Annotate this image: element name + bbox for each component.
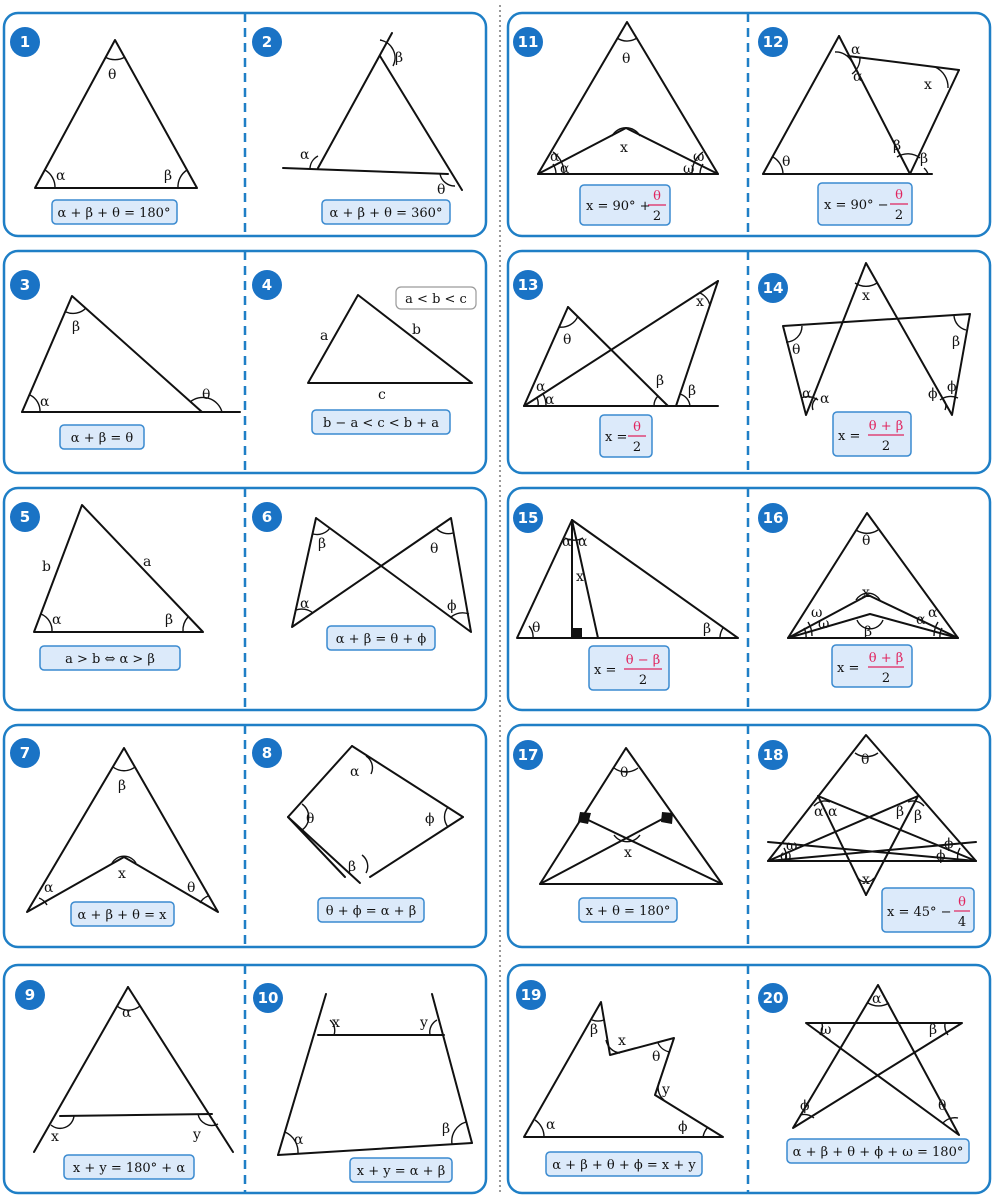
p15-theta: θ: [532, 620, 541, 636]
p16-theta: θ: [862, 533, 871, 549]
p14-phi-2: ϕ: [947, 379, 957, 395]
p18-alpha-2: α: [828, 804, 838, 820]
p20-theta: θ: [938, 1098, 947, 1114]
p13-frac-den: 2: [632, 440, 642, 455]
badge-6: [252, 502, 282, 532]
p8-alpha: α: [350, 764, 360, 780]
p12-alpha-2: α: [853, 69, 863, 85]
badge-2-text: 2: [261, 33, 273, 51]
p1-alpha: α: [56, 168, 66, 184]
p10-beta: β: [442, 1121, 451, 1137]
p18-theta: θ: [861, 752, 870, 768]
p9-alpha: α: [122, 1005, 132, 1021]
badge-1-text: 1: [19, 33, 31, 51]
badge-17-text: 17: [517, 746, 539, 764]
p12-frac-den: 2: [894, 208, 904, 223]
p19-formula: α + β + θ + ϕ = x + y: [552, 1158, 696, 1173]
p2-beta: β: [395, 50, 404, 66]
p6-theta: θ: [430, 541, 439, 557]
p5-alpha: α: [52, 612, 62, 628]
p15-x: x: [576, 569, 584, 585]
badge-10-text: 10: [257, 989, 279, 1007]
badge-13-text: 13: [517, 276, 539, 294]
row-3-right-box: [508, 488, 990, 710]
badge-12: [758, 27, 788, 57]
badge-2: [252, 27, 282, 57]
p16-omega-1: ω: [811, 605, 823, 621]
p18-omega-1: ω: [786, 838, 798, 854]
p17-formula: x + θ = 180°: [585, 904, 671, 919]
badge-1: [10, 27, 40, 57]
p15-formula-lhs: x =: [594, 663, 617, 678]
p4-condition: a < b < c: [405, 292, 467, 307]
p20-beta: β: [929, 1022, 938, 1038]
p5-b: b: [42, 559, 51, 575]
p13-alpha-2: α: [545, 392, 555, 408]
p9-y: y: [193, 1127, 201, 1143]
p13-theta: θ: [563, 332, 572, 348]
badge-3: [10, 270, 40, 300]
p13-formula-lhs: x =: [605, 430, 628, 445]
p11-formula-lhs: x = 90° +: [586, 199, 651, 214]
badge-14: [758, 273, 788, 303]
p4-c: c: [378, 387, 386, 403]
badge-18: [758, 740, 788, 770]
p14-frac-den: 2: [881, 439, 891, 454]
p18-frac-num: θ: [958, 895, 966, 910]
p12-beta-2: β: [920, 151, 929, 167]
badge-8-text: 8: [261, 744, 273, 762]
p13-beta-2: β: [688, 383, 697, 399]
p11-frac-den: 2: [652, 209, 662, 224]
p8-beta: β: [348, 859, 357, 875]
p11-frac-num: θ: [653, 189, 661, 204]
p19-beta: β: [590, 1022, 599, 1038]
p12-x: x: [924, 77, 932, 93]
badge-7-text: 7: [19, 744, 31, 762]
p12-beta-1: β: [893, 138, 902, 154]
badge-6-text: 6: [261, 508, 273, 526]
p11-theta: θ: [622, 51, 631, 67]
p14-x: x: [862, 288, 870, 304]
p18-formula-lhs: x = 45° −: [887, 905, 952, 920]
p13-frac-num: θ: [633, 420, 641, 435]
p18-x: x: [862, 872, 870, 888]
p16-beta: β: [864, 624, 873, 640]
p12-alpha-1: α: [851, 42, 861, 58]
p18-beta-2: β: [914, 808, 923, 824]
badge-5: [10, 502, 40, 532]
p16-x: x: [862, 585, 870, 601]
p7-x: x: [118, 866, 126, 882]
badge-20-text: 20: [762, 989, 784, 1007]
badge-15: [513, 503, 543, 533]
badge-15-text: 15: [517, 509, 539, 527]
p6-beta: β: [318, 536, 327, 552]
badge-12-text: 12: [762, 33, 784, 51]
badge-9-text: 9: [24, 986, 36, 1004]
badge-16-text: 16: [762, 509, 784, 527]
p19-theta: θ: [652, 1049, 661, 1065]
p7-formula: α + β + θ = x: [77, 908, 167, 923]
p20-alpha: α: [872, 991, 882, 1007]
p5-formula: a > b ⇔ α > β: [65, 652, 155, 667]
p15-alpha-2: α: [578, 534, 588, 550]
badge-20: [758, 983, 788, 1013]
p16-omega-2: ω: [818, 616, 830, 632]
p18-alpha-1: α: [814, 804, 824, 820]
p14-alpha-1: α: [802, 386, 812, 402]
badge-9: [15, 980, 45, 1010]
p15-frac-den: 2: [638, 673, 648, 688]
p2-alpha: α: [300, 147, 310, 163]
p12-frac-num: θ: [895, 188, 903, 203]
p3-alpha: α: [40, 394, 50, 410]
p1-formula: α + β + θ = 180°: [57, 206, 171, 221]
p5-a: a: [143, 554, 152, 570]
p9-x: x: [51, 1129, 59, 1145]
p2-formula: α + β + θ = 360°: [329, 206, 443, 221]
p16-alpha-2: α: [916, 612, 926, 628]
badge-18-text: 18: [762, 746, 784, 764]
p18-beta-1: β: [896, 804, 905, 820]
p6-formula: α + β = θ + ϕ: [335, 632, 427, 647]
p17-right-angle-2: [661, 812, 673, 824]
p7-alpha: α: [44, 880, 54, 896]
p15-beta: β: [703, 621, 712, 637]
p17-theta: θ: [620, 765, 629, 781]
p16-frac-num: θ + β: [868, 651, 904, 666]
p18-phi-1: ϕ: [944, 836, 954, 852]
p11-omega-2: ω: [683, 161, 695, 177]
p13-beta-1: β: [656, 373, 665, 389]
p10-alpha: α: [294, 1132, 304, 1148]
p3-theta: θ: [202, 387, 211, 403]
p13-x: x: [696, 294, 704, 310]
p8-phi: ϕ: [425, 811, 435, 827]
p8-formula: θ + ϕ = α + β: [325, 904, 417, 919]
badge-11-text: 11: [517, 33, 539, 51]
p14-frac-num: θ + β: [868, 419, 904, 434]
p14-beta: β: [952, 334, 961, 350]
badge-11: [513, 27, 543, 57]
p15-alpha-1: α: [562, 534, 572, 550]
p2-theta: θ: [437, 182, 446, 198]
p19-alpha: α: [546, 1117, 556, 1133]
p19-phi: ϕ: [678, 1119, 688, 1135]
p3-beta: β: [72, 319, 81, 335]
p11-alpha-2: α: [560, 161, 570, 177]
p15-frac-num: θ − β: [625, 653, 661, 668]
badge-5-text: 5: [19, 508, 31, 526]
p11-omega-1: ω: [693, 149, 705, 165]
p12-theta: θ: [782, 154, 791, 170]
p13-alpha-1: α: [536, 379, 546, 395]
p19-y: y: [662, 1082, 670, 1098]
p20-omega: ω: [820, 1022, 832, 1038]
badge-10: [253, 983, 283, 1013]
p7-beta: β: [118, 778, 127, 794]
badge-17: [513, 740, 543, 770]
p11-alpha-1: α: [550, 149, 560, 165]
p15-right-angle: [572, 628, 582, 638]
row-2-right-box: [508, 251, 990, 473]
p5-beta: β: [165, 612, 174, 628]
badge-4-text: 4: [261, 276, 273, 294]
p18-frac-den: 4: [957, 915, 967, 930]
p7-theta: θ: [187, 880, 196, 896]
p20-formula: α + β + θ + ϕ + ω = 180°: [792, 1145, 964, 1160]
p4-formula: b − a < c < b + a: [322, 416, 440, 431]
p14-phi-1: ϕ: [928, 386, 938, 402]
p14-theta: θ: [792, 342, 801, 358]
p10-formula: x + y = α + β: [356, 1164, 446, 1179]
p1-beta: β: [164, 168, 173, 184]
p1-theta: θ: [108, 67, 117, 83]
badge-14-text: 14: [762, 279, 784, 297]
p9-formula: x + y = 180° + α: [72, 1161, 186, 1176]
p16-formula-lhs: x =: [837, 661, 860, 676]
badge-4: [252, 270, 282, 300]
p8-theta: θ: [306, 811, 315, 827]
p20-phi: ϕ: [800, 1098, 810, 1114]
badge-16: [758, 503, 788, 533]
p3-formula: α + β = θ: [70, 431, 134, 446]
p4-a: a: [320, 328, 329, 344]
p10-x: x: [332, 1015, 340, 1031]
p14-alpha-2: α: [820, 391, 830, 407]
p6-alpha: α: [300, 596, 310, 612]
p4-b: b: [412, 322, 421, 338]
p16-frac-den: 2: [881, 671, 891, 686]
badge-19: [516, 980, 546, 1010]
p16-alpha-1: α: [928, 605, 938, 621]
badge-8: [252, 738, 282, 768]
p18-omega-2: ω: [780, 848, 792, 864]
badge-19-text: 19: [520, 986, 542, 1004]
p12-formula-lhs: x = 90° −: [824, 198, 889, 213]
badge-3-text: 3: [19, 276, 31, 294]
p14-formula-lhs: x =: [838, 429, 861, 444]
p6-phi: ϕ: [447, 598, 457, 614]
badge-13: [513, 270, 543, 300]
p18-phi-2: ϕ: [936, 848, 946, 864]
p19-x: x: [618, 1033, 626, 1049]
p17-x: x: [624, 845, 632, 861]
badge-7: [10, 738, 40, 768]
p10-y: y: [420, 1015, 428, 1031]
p11-x: x: [620, 140, 628, 156]
